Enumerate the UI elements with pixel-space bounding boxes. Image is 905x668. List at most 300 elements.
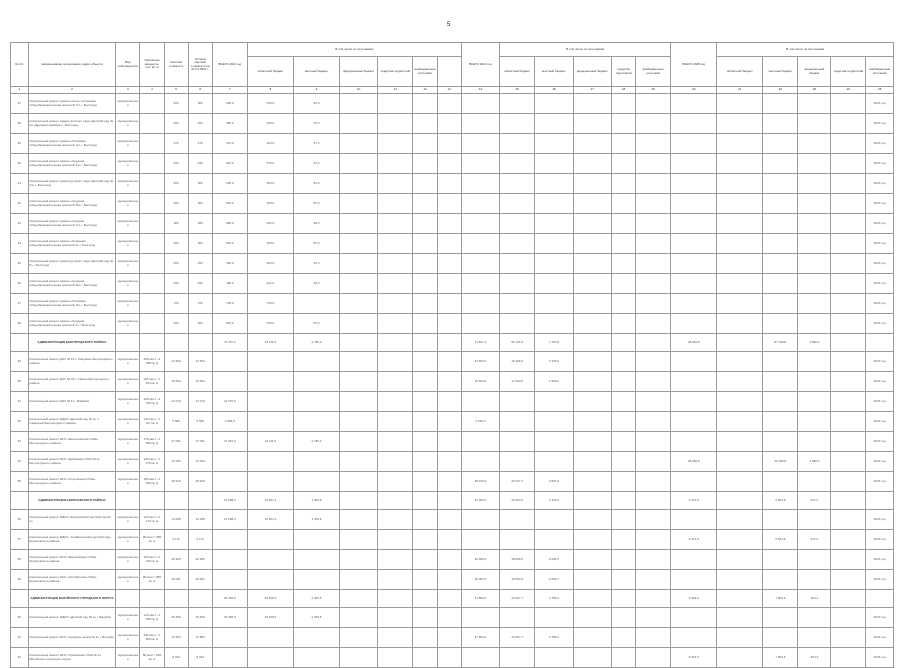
row-owner: муниципальная bbox=[116, 510, 140, 530]
row-federal-2023 bbox=[340, 334, 378, 352]
row-regional-2025 bbox=[717, 214, 763, 234]
row-local-2023 bbox=[293, 352, 339, 372]
row-cost: 41 070 bbox=[164, 392, 188, 412]
row-federal-2025 bbox=[798, 392, 831, 412]
row-total-2024: 47 853,0 bbox=[461, 628, 499, 648]
table-row bbox=[11, 254, 894, 274]
table-row bbox=[11, 372, 894, 392]
row-year bbox=[866, 590, 894, 608]
row-local-2023: 45,0 bbox=[293, 114, 339, 134]
row-local-2025 bbox=[763, 432, 798, 452]
table-row bbox=[11, 174, 894, 194]
row-owner: муниципальная bbox=[116, 372, 140, 392]
row-offbudget-2023 bbox=[413, 194, 437, 214]
row-remain bbox=[188, 334, 212, 352]
row-cost: 470 bbox=[164, 134, 188, 154]
row-local-2024 bbox=[535, 214, 573, 234]
row-total-2023: 470,0 bbox=[212, 134, 247, 154]
row-name: Капитальный ремонт ДОУ № 5 п. Майский bbox=[28, 392, 116, 412]
row-blank-2023 bbox=[437, 648, 461, 668]
row-name: Капитальный ремонт здания «Средняя общеобразовательная школа № 17» г. Белгород bbox=[28, 214, 116, 234]
row-federal-2025 bbox=[798, 154, 831, 174]
row-year: 2023 год bbox=[866, 214, 894, 234]
row-regional-2025 bbox=[717, 452, 763, 472]
row-index: 44 bbox=[11, 234, 29, 254]
row-name: Капитальный ремонт МОУ «Бессоновская СОШ» Белгородского района bbox=[28, 432, 116, 452]
row-capacity: 320 мест / 2 790 кв. м bbox=[140, 392, 164, 412]
row-total-2024 bbox=[461, 510, 499, 530]
row-offbudget-2023 bbox=[413, 94, 437, 114]
row-offbudget-2023 bbox=[413, 550, 437, 570]
row-territory-2025 bbox=[831, 334, 866, 352]
row-name: Капитальный ремонт МДОУ «Борисовский детский сад № 1» bbox=[28, 510, 116, 530]
row-local-2024 bbox=[535, 432, 573, 452]
row-total-2024 bbox=[461, 194, 499, 214]
row-regional-2025 bbox=[717, 334, 763, 352]
row-regional-2024: 17 634,0 bbox=[500, 372, 535, 392]
row-federal-2024 bbox=[573, 372, 611, 392]
row-territory-2025 bbox=[831, 590, 866, 608]
row-local-2024 bbox=[535, 608, 573, 628]
row-year: 2024 год bbox=[866, 472, 894, 492]
investment-table bbox=[10, 42, 894, 668]
row-regional-2024: 26 027,1 bbox=[500, 472, 535, 492]
row-year bbox=[866, 334, 894, 352]
header-g1-regional: областной бюджет bbox=[247, 57, 293, 87]
column-number: 11 bbox=[378, 87, 413, 94]
row-local-2024 bbox=[535, 114, 573, 134]
row-remain: 490 bbox=[188, 274, 212, 294]
row-regional-2024 bbox=[500, 530, 535, 550]
row-total-2025 bbox=[671, 254, 717, 274]
row-offbudget-2024 bbox=[636, 194, 671, 214]
row-name: Капитальный ремонт здания «Основная общеобразовательная школа № 14» г. Белгород bbox=[28, 134, 116, 154]
row-local-2023 bbox=[293, 550, 339, 570]
row-year: 2023 год bbox=[866, 114, 894, 134]
row-offbudget-2024 bbox=[636, 452, 671, 472]
row-territory-2024 bbox=[611, 648, 635, 668]
row-index bbox=[11, 334, 29, 352]
row-regional-2023: 405,0 bbox=[247, 254, 293, 274]
row-total-2024: 19 593,0 bbox=[461, 372, 499, 392]
row-total-2024: 21 663,0 bbox=[461, 352, 499, 372]
row-offbudget-2024 bbox=[636, 570, 671, 590]
row-local-2024 bbox=[535, 274, 573, 294]
row-total-2025 bbox=[671, 372, 717, 392]
row-local-2023 bbox=[293, 530, 339, 550]
row-total-2023 bbox=[212, 352, 247, 372]
row-owner: муниципальная bbox=[116, 294, 140, 314]
row-regional-2023 bbox=[247, 412, 293, 432]
row-local-2023: 60,0 bbox=[293, 94, 339, 114]
row-local-2025: 87 940,8 bbox=[763, 334, 798, 352]
row-blank-2023 bbox=[437, 432, 461, 452]
row-blank-2023 bbox=[437, 174, 461, 194]
row-local-2023: 2 780,3 bbox=[293, 334, 339, 352]
row-regional-2023: 700,0 bbox=[247, 294, 293, 314]
row-capacity: 176 мест / 1 590 кв. м bbox=[140, 432, 164, 452]
table-row bbox=[11, 94, 894, 114]
row-offbudget-2023 bbox=[413, 570, 437, 590]
header-g3-regional: областной бюджет bbox=[717, 57, 763, 87]
row-federal-2023 bbox=[340, 590, 378, 608]
row-capacity bbox=[140, 94, 164, 114]
row-local-2025: 5 554,8 bbox=[763, 492, 798, 510]
row-total-2023: 14 068,0 bbox=[212, 492, 247, 510]
row-cost: 450 bbox=[164, 254, 188, 274]
row-blank-2023 bbox=[437, 570, 461, 590]
row-regional-2024 bbox=[500, 194, 535, 214]
row-year: 2023 год bbox=[866, 154, 894, 174]
table-row bbox=[11, 194, 894, 214]
row-territory-2023 bbox=[378, 314, 413, 334]
table-row bbox=[11, 472, 894, 492]
row-remain: 600 bbox=[188, 314, 212, 334]
row-federal-2025 bbox=[798, 234, 831, 254]
row-local-2025 bbox=[763, 472, 798, 492]
row-offbudget-2024 bbox=[636, 334, 671, 352]
row-offbudget-2023 bbox=[413, 628, 437, 648]
row-capacity: 225 мест / 1 544 кв. м bbox=[140, 372, 164, 392]
row-remain: 41 070 bbox=[188, 392, 212, 412]
row-territory-2025 bbox=[831, 274, 866, 294]
row-local-2024: 2 006,1 bbox=[535, 570, 573, 590]
row-regional-2024 bbox=[500, 234, 535, 254]
row-regional-2024: 19 496,0 bbox=[500, 352, 535, 372]
row-total-2025: 8 344,0 bbox=[671, 590, 717, 608]
row-territory-2023 bbox=[378, 274, 413, 294]
row-local-2024: 1 959,0 bbox=[535, 372, 573, 392]
row-territory-2025 bbox=[831, 392, 866, 412]
row-regional-2023: 450,0 bbox=[247, 194, 293, 214]
row-year bbox=[866, 492, 894, 510]
row-remain: 5 586 bbox=[188, 412, 212, 432]
row-index: 49 bbox=[11, 352, 29, 372]
table-row bbox=[11, 134, 894, 154]
row-blank-2023 bbox=[437, 154, 461, 174]
table-row bbox=[11, 452, 894, 472]
row-offbudget-2023 bbox=[413, 392, 437, 412]
row-remain: 500 bbox=[188, 194, 212, 214]
table-row bbox=[11, 314, 894, 334]
row-capacity bbox=[140, 234, 164, 254]
row-regional-2023 bbox=[247, 648, 293, 668]
table-row bbox=[11, 432, 894, 452]
row-local-2025 bbox=[763, 294, 798, 314]
row-local-2023: 50,0 bbox=[293, 174, 339, 194]
row-name: Капитальный ремонт МДОУ «Детский сад № 1» г. Валуйки bbox=[28, 608, 116, 628]
row-total-2025 bbox=[671, 392, 717, 412]
row-remain: 6 172 bbox=[188, 530, 212, 550]
row-offbudget-2023 bbox=[413, 214, 437, 234]
row-blank-2023 bbox=[437, 254, 461, 274]
row-territory-2023 bbox=[378, 590, 413, 608]
row-regional-2023: 450,0 bbox=[247, 174, 293, 194]
row-cost: 490 bbox=[164, 274, 188, 294]
row-offbudget-2023 bbox=[413, 590, 437, 608]
row-local-2025 bbox=[763, 550, 798, 570]
column-number: 13 bbox=[437, 87, 461, 94]
row-owner: муниципальная bbox=[116, 94, 140, 114]
row-owner bbox=[116, 590, 140, 608]
row-owner: муниципальная bbox=[116, 114, 140, 134]
row-total-2023: 29 465,0 bbox=[212, 608, 247, 628]
row-total-2023 bbox=[212, 628, 247, 648]
row-territory-2025 bbox=[831, 608, 866, 628]
table-row bbox=[11, 234, 894, 254]
row-owner: муниципальная bbox=[116, 214, 140, 234]
row-territory-2023 bbox=[378, 648, 413, 668]
row-capacity: 140 мест / 1 030 кв. м bbox=[140, 608, 164, 628]
row-territory-2024 bbox=[611, 412, 635, 432]
row-federal-2025 bbox=[798, 94, 831, 114]
row-owner: муниципальная bbox=[116, 412, 140, 432]
row-territory-2023 bbox=[378, 194, 413, 214]
row-regional-2025 bbox=[717, 154, 763, 174]
row-name: Капитальный ремонт здания «Средняя общеобразовательная школа № 45» г. Белгород bbox=[28, 194, 116, 214]
row-total-2025 bbox=[671, 274, 717, 294]
row-cost bbox=[164, 492, 188, 510]
header-g3-federal: федеральный бюджет bbox=[798, 57, 831, 87]
row-name: Капитальный ремонт ДОУ № 33 п. Ямное Белгородского района bbox=[28, 372, 116, 392]
row-local-2024 bbox=[535, 452, 573, 472]
row-regional-2025 bbox=[717, 608, 763, 628]
row-federal-2025 bbox=[798, 550, 831, 570]
row-owner: муниципальная bbox=[116, 254, 140, 274]
row-regional-2024: 36 923,4 bbox=[500, 492, 535, 510]
row-regional-2023 bbox=[247, 570, 293, 590]
row-remain: 8 344 bbox=[188, 648, 212, 668]
row-local-2024: 4 785,3 bbox=[535, 628, 573, 648]
row-total-2025 bbox=[671, 194, 717, 214]
row-local-2025 bbox=[763, 352, 798, 372]
row-regional-2024 bbox=[500, 294, 535, 314]
row-regional-2023 bbox=[247, 550, 293, 570]
row-name: Капитальный ремонт здания детского сада «Детский сад № 22 «Дружная семейка» г. Белгород bbox=[28, 114, 116, 134]
row-offbudget-2023 bbox=[413, 314, 437, 334]
row-capacity: 180 мест / 1 250 кв. м bbox=[140, 472, 164, 492]
row-regional-2024: 66 791,9 bbox=[500, 334, 535, 352]
column-number: 7 bbox=[212, 87, 247, 94]
row-regional-2025 bbox=[717, 294, 763, 314]
row-regional-2024 bbox=[500, 314, 535, 334]
row-total-2025 bbox=[671, 174, 717, 194]
row-local-2025 bbox=[763, 628, 798, 648]
row-local-2024 bbox=[535, 648, 573, 668]
row-regional-2023 bbox=[247, 392, 293, 412]
header-owner: Вид собственности bbox=[116, 43, 140, 87]
row-regional-2025 bbox=[717, 314, 763, 334]
row-total-2023: 14 068,0 bbox=[212, 510, 247, 530]
row-owner: муниципальная bbox=[116, 432, 140, 452]
header-index: № п/п bbox=[11, 43, 29, 87]
row-capacity bbox=[140, 114, 164, 134]
row-local-2023: 45,0 bbox=[293, 254, 339, 274]
row-territory-2023 bbox=[378, 392, 413, 412]
row-offbudget-2023 bbox=[413, 334, 437, 352]
table-row bbox=[11, 294, 894, 314]
row-offbudget-2024 bbox=[636, 314, 671, 334]
row-federal-2024 bbox=[573, 550, 611, 570]
row-blank-2023 bbox=[437, 628, 461, 648]
row-index: 51 bbox=[11, 392, 29, 412]
header-g3-offbudget: внебюджетные источники bbox=[866, 57, 894, 87]
row-total-2023: 640,0 bbox=[212, 154, 247, 174]
row-owner: муниципальная bbox=[116, 154, 140, 174]
row-owner: муниципальная bbox=[116, 570, 140, 590]
row-territory-2025 bbox=[831, 648, 866, 668]
row-cost: 29 465 bbox=[164, 608, 188, 628]
row-federal-2023 bbox=[340, 114, 378, 134]
row-federal-2023 bbox=[340, 372, 378, 392]
row-blank-2023 bbox=[437, 392, 461, 412]
row-total-2023: 600,0 bbox=[212, 94, 247, 114]
row-blank-2023 bbox=[437, 608, 461, 628]
row-total-2024 bbox=[461, 154, 499, 174]
header-name: Наименование организации, адрес объекта bbox=[28, 43, 116, 87]
row-total-2025 bbox=[671, 154, 717, 174]
row-offbudget-2024 bbox=[636, 392, 671, 412]
column-number: 12 bbox=[413, 87, 437, 94]
row-regional-2025 bbox=[717, 492, 763, 510]
row-local-2025 bbox=[763, 234, 798, 254]
row-year: 2023 год bbox=[866, 412, 894, 432]
row-regional-2025 bbox=[717, 254, 763, 274]
row-local-2025 bbox=[763, 372, 798, 392]
row-capacity bbox=[140, 314, 164, 334]
row-total-2023: 490,0 bbox=[212, 274, 247, 294]
row-index: 56 bbox=[11, 510, 29, 530]
row-cost: 6 172 bbox=[164, 530, 188, 550]
row-federal-2024 bbox=[573, 648, 611, 668]
row-offbudget-2024 bbox=[636, 352, 671, 372]
row-cost: 20 061 bbox=[164, 570, 188, 590]
row-local-2023: 2 780,3 bbox=[293, 432, 339, 452]
row-regional-2023: 405,0 bbox=[247, 114, 293, 134]
table-row bbox=[11, 570, 894, 590]
column-number: 19 bbox=[636, 87, 671, 94]
row-territory-2025 bbox=[831, 472, 866, 492]
row-total-2023: 450,0 bbox=[212, 254, 247, 274]
row-local-2023 bbox=[293, 412, 339, 432]
row-capacity: 140 мест / 1 172 кв. м bbox=[140, 510, 164, 530]
row-total-2023: 27 061,0 bbox=[212, 432, 247, 452]
header-group-3: В том числе по источникам bbox=[717, 43, 894, 57]
row-territory-2025 bbox=[831, 194, 866, 214]
row-local-2024 bbox=[535, 94, 573, 114]
row-total-2024 bbox=[461, 134, 499, 154]
row-cost: 600 bbox=[164, 94, 188, 114]
row-cost: 19 593 bbox=[164, 372, 188, 392]
row-federal-2023 bbox=[340, 648, 378, 668]
table-row bbox=[11, 550, 894, 570]
row-capacity: 240 мест / 1 500 кв. м bbox=[140, 628, 164, 648]
row-territory-2025 bbox=[831, 94, 866, 114]
row-territory-2023 bbox=[378, 234, 413, 254]
row-territory-2025 bbox=[831, 134, 866, 154]
row-total-2025 bbox=[671, 134, 717, 154]
row-owner: муниципальная bbox=[116, 452, 140, 472]
row-offbudget-2023 bbox=[413, 114, 437, 134]
row-total-2024 bbox=[461, 174, 499, 194]
column-number-row bbox=[11, 87, 894, 94]
row-total-2023: 500,0 bbox=[212, 234, 247, 254]
row-regional-2024 bbox=[500, 608, 535, 628]
row-index: 55 bbox=[11, 472, 29, 492]
row-territory-2025 bbox=[831, 628, 866, 648]
column-number: 6 bbox=[188, 87, 212, 94]
row-year: 2024 год bbox=[866, 570, 894, 590]
row-owner: муниципальная bbox=[116, 648, 140, 668]
row-local-2025: 5 554,8 bbox=[763, 530, 798, 550]
row-federal-2023 bbox=[340, 570, 378, 590]
row-federal-2023 bbox=[340, 608, 378, 628]
row-index: 41 bbox=[11, 174, 29, 194]
row-local-2023: 1 406,8 bbox=[293, 510, 339, 530]
row-territory-2023 bbox=[378, 550, 413, 570]
row-federal-2025 bbox=[798, 628, 831, 648]
row-regional-2024 bbox=[500, 214, 535, 234]
row-offbudget-2024 bbox=[636, 114, 671, 134]
row-total-2024: 20 965,0 bbox=[461, 550, 499, 570]
row-local-2023 bbox=[293, 472, 339, 492]
row-offbudget-2024 bbox=[636, 648, 671, 668]
row-offbudget-2024 bbox=[636, 134, 671, 154]
row-offbudget-2024 bbox=[636, 590, 671, 608]
row-offbudget-2024 bbox=[636, 628, 671, 648]
row-remain bbox=[188, 590, 212, 608]
row-total-2024 bbox=[461, 314, 499, 334]
row-year: 2024 год bbox=[866, 550, 894, 570]
row-name: Капитальный ремонт МОУ «Октябрьская СОШ» Борисовского района bbox=[28, 570, 116, 590]
row-regional-2025 bbox=[717, 530, 763, 550]
row-territory-2024 bbox=[611, 550, 635, 570]
row-local-2023: 50,0 bbox=[293, 194, 339, 214]
header-total-2025: ВСЕГО 2025 год bbox=[671, 43, 717, 87]
row-year: 2023 год bbox=[866, 254, 894, 274]
header-capacity: Проектная мощность, тыс. кв. м bbox=[140, 43, 164, 87]
row-local-2024: 2 891,9 bbox=[535, 472, 573, 492]
row-remain: 640 bbox=[188, 154, 212, 174]
row-year: 2024 год bbox=[866, 314, 894, 334]
page-number: 5 bbox=[447, 22, 451, 28]
row-regional-2023: 450,0 bbox=[247, 234, 293, 254]
row-regional-2023: 576,0 bbox=[247, 154, 293, 174]
row-regional-2025 bbox=[717, 352, 763, 372]
row-territory-2023 bbox=[378, 254, 413, 274]
row-regional-2023 bbox=[247, 352, 293, 372]
row-index: 61 bbox=[11, 628, 29, 648]
row-territory-2025 bbox=[831, 550, 866, 570]
row-offbudget-2023 bbox=[413, 648, 437, 668]
row-territory-2024 bbox=[611, 608, 635, 628]
row-total-2023 bbox=[212, 570, 247, 590]
row-remain: 21 663 bbox=[188, 352, 212, 372]
row-territory-2024 bbox=[611, 134, 635, 154]
row-regional-2023 bbox=[247, 472, 293, 492]
row-capacity bbox=[140, 174, 164, 194]
row-regional-2025 bbox=[717, 648, 763, 668]
row-total-2025: 6 172,0 bbox=[671, 530, 717, 550]
row-federal-2024 bbox=[573, 510, 611, 530]
row-total-2023: 450,0 bbox=[212, 114, 247, 134]
column-number: 10 bbox=[340, 87, 378, 94]
column-number: 25 bbox=[866, 87, 894, 94]
column-number: 18 bbox=[611, 87, 635, 94]
row-blank-2023 bbox=[437, 274, 461, 294]
row-total-2023 bbox=[212, 648, 247, 668]
row-territory-2025 bbox=[831, 234, 866, 254]
